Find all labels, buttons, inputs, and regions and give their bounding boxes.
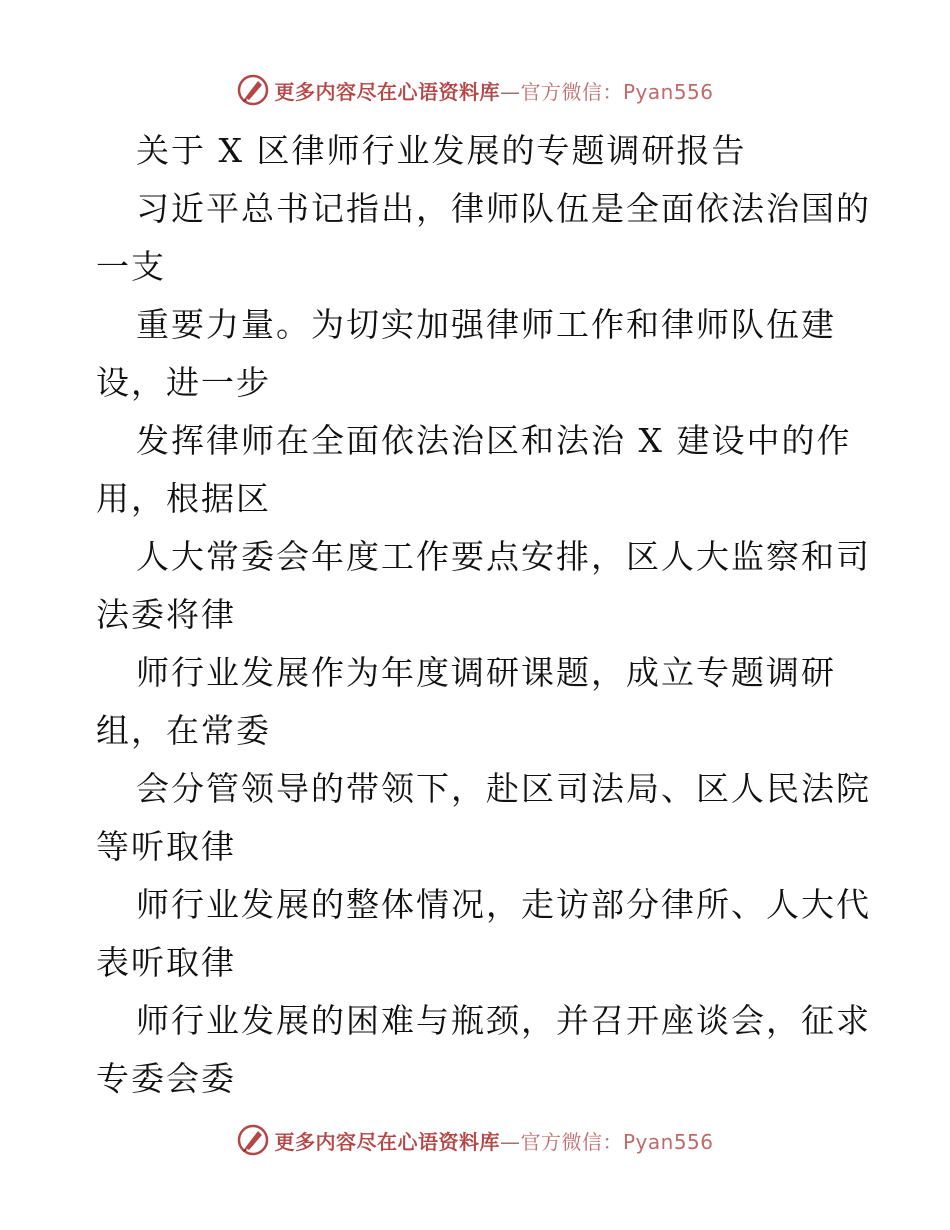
- body-line: 人大常委会年度工作要点安排，区人大监察和司: [136, 537, 871, 576]
- banner-main-text: 更多内容尽在心语资料库: [274, 1129, 500, 1154]
- quill-logo-icon: [236, 1123, 270, 1157]
- banner-separator: —: [499, 79, 521, 104]
- banner-text: [274, 76, 713, 105]
- banner-wechat-id: Pyan556: [622, 79, 714, 104]
- banner-text: [274, 1126, 713, 1155]
- header-watermark-banner: [0, 70, 950, 110]
- body-line: 用，根据区: [96, 479, 271, 518]
- body-line: 设，进一步: [96, 363, 271, 402]
- body-line: 重要力量。为切实加强律师工作和律师队伍建: [136, 305, 836, 344]
- body-line: 一支: [96, 247, 166, 286]
- body-line: 师行业发展的整体情况，走访部分律所、人大代: [136, 885, 871, 924]
- body-line: 师行业发展的困难与瓶颈，并召开座谈会，征求: [136, 1001, 871, 1040]
- body-line: 会分管领导的带领下，赴区司法局、区人民法院: [136, 769, 871, 808]
- banner-main-text: 更多内容尽在心语资料库: [274, 79, 500, 104]
- body-line: 专委会委: [96, 1059, 236, 1098]
- banner-wechat-label: 官方微信：: [520, 79, 623, 104]
- body-line: 师行业发展作为年度调研课题，成立专题调研: [136, 653, 836, 692]
- banner-wechat-id: Pyan556: [622, 1129, 714, 1154]
- document-body: [96, 122, 871, 1108]
- body-line: 组，在常委: [96, 711, 271, 750]
- quill-logo-icon: [236, 73, 270, 107]
- body-line: 法委将律: [96, 595, 236, 634]
- document-title: 关于 X 区律师行业发展的专题调研报告: [136, 131, 747, 170]
- body-line: 习近平总书记指出，律师队伍是全面依法治国的: [136, 189, 871, 228]
- banner-separator: —: [499, 1129, 521, 1154]
- banner-wechat-label: 官方微信：: [520, 1129, 623, 1154]
- body-line: 等听取律: [96, 827, 236, 866]
- footer-watermark-banner: [0, 1120, 950, 1160]
- body-line: 表听取律: [96, 943, 236, 982]
- body-line: 发挥律师在全面依法治区和法治 X 建设中的作: [136, 421, 852, 460]
